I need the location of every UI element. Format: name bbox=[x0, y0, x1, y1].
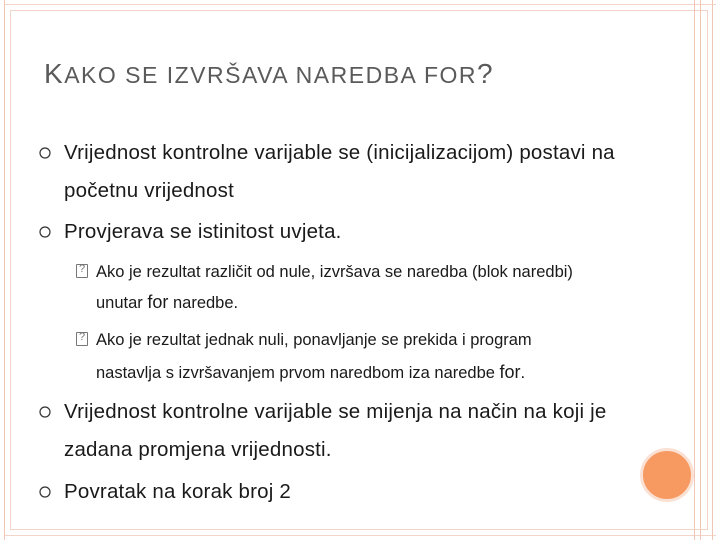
slide-title bbox=[44, 58, 494, 90]
sub-bullet-1-line-1: Ako je rezultat različit od nule, izvršava se naredba (blok naredbi) bbox=[96, 263, 573, 281]
sub-2-line-2-end: . bbox=[520, 364, 526, 382]
sub-bullet-2-line-1: Ako je rezultat jednak nuli, ponavljanje se prekida i program bbox=[96, 331, 532, 349]
keyword-for: for bbox=[499, 362, 521, 382]
frame-right-line-2 bbox=[700, 0, 701, 540]
keyword-for: for bbox=[147, 292, 169, 312]
hollow-circle-bullet-icon bbox=[38, 146, 52, 160]
frame-bottom-line bbox=[4, 535, 716, 536]
boxed-glyph-bullet-icon bbox=[76, 264, 88, 278]
sub-bullet-2-line-2 bbox=[96, 354, 525, 391]
bullet-1-line-2: početnu vrijednost bbox=[64, 179, 234, 202]
bullet-4-line-1: Povratak na korak broj 2 bbox=[64, 480, 291, 503]
boxed-glyph-bullet-icon bbox=[76, 332, 88, 346]
hollow-circle-bullet-icon bbox=[38, 405, 52, 419]
hollow-circle-bullet-icon bbox=[38, 225, 52, 239]
frame-left-line bbox=[4, 0, 5, 540]
title-rest: AKO SE IZVRŠAVA NAREDBA FOR bbox=[64, 62, 478, 88]
bullet-1-line-1: Vrijednost kontrolne varijable se (inicijalizacijom) postavi na bbox=[64, 141, 615, 164]
decorative-orange-circle bbox=[640, 448, 694, 502]
frame-top-line bbox=[4, 4, 716, 5]
title-initial: K bbox=[44, 58, 65, 89]
sub-1-line-2-text: unutar bbox=[96, 294, 148, 312]
hollow-circle-bullet-icon bbox=[38, 485, 52, 499]
sub-1-line-2-end: naredbe. bbox=[168, 294, 239, 312]
frame-right-line-1 bbox=[694, 0, 695, 540]
title-question-mark: ? bbox=[477, 58, 495, 89]
frame-right-line-3 bbox=[712, 0, 713, 540]
bullet-2-line-1: Provjerava se istinitost uvjeta. bbox=[64, 220, 342, 243]
bullet-3-line-1: Vrijednost kontrolne varijable se mijenja na način na koji je bbox=[64, 400, 607, 423]
sub-2-line-2-text: nastavlja s izvršavanjem prvom naredbom iza naredbe bbox=[96, 364, 500, 382]
sub-bullet-1-line-2 bbox=[96, 284, 238, 321]
bullet-3-line-2: zadana promjena vrijednosti. bbox=[64, 438, 332, 461]
